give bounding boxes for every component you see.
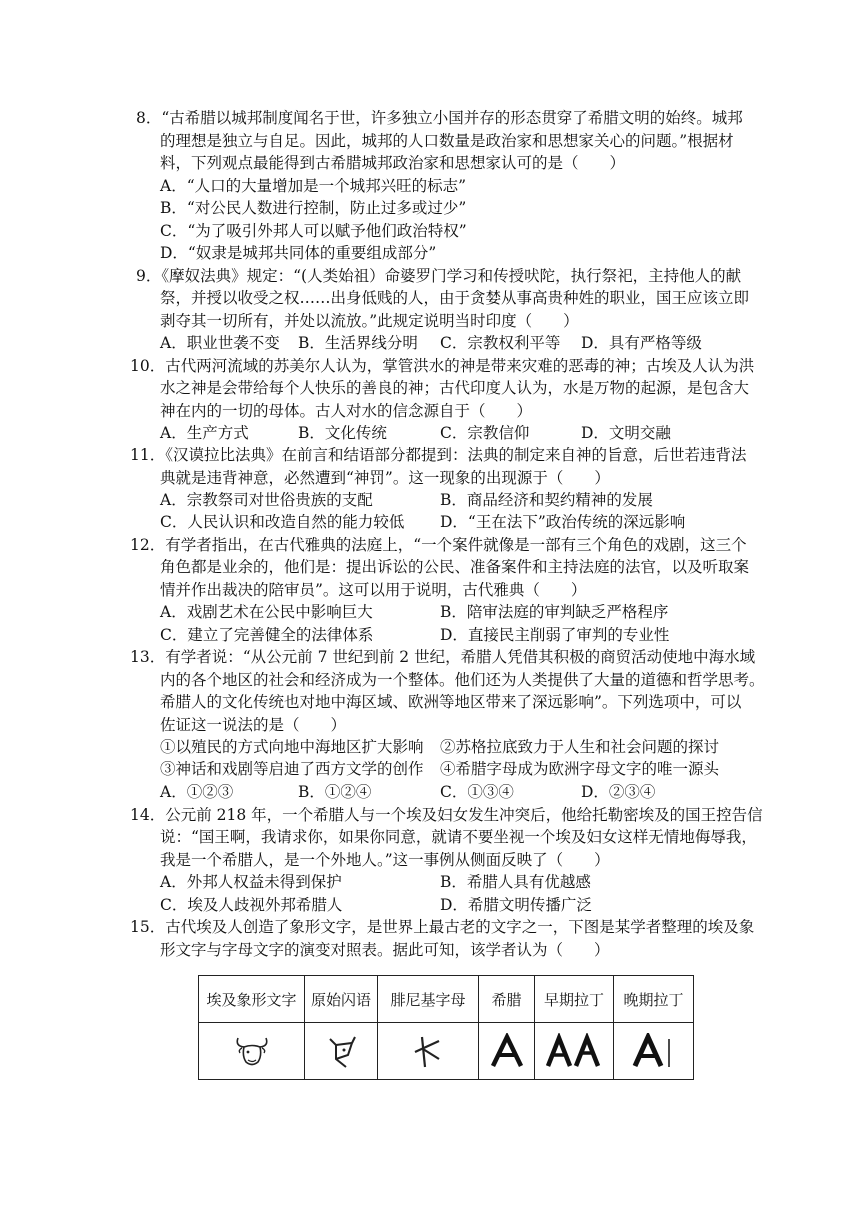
q12-line-1: 12．有学者指出，在古代雅典的法庭上，“一个案件就像是一部有三个角色的戏剧，这三个 [130, 536, 747, 554]
q9-option-b: B．生活界线分明 [298, 334, 418, 352]
q11-option-c: C．人民认识和改造自然的能力较低 [160, 513, 405, 531]
q10-option-d: D．文明交融 [581, 424, 671, 442]
q11-line-1: 11．《汉谟拉比法典》在前言和结语部分都提到：法典的制定来自神的旨意，后世若违背法 [130, 446, 747, 464]
q14-option-c: C．埃及人歧视外邦希腊人 [160, 896, 343, 914]
q14-line-2: 说：“国王啊，我请求你，如果你同意，就请不要坐视一个埃及妇女这样无情地侮辱我， [160, 828, 757, 846]
q9-option-d: D．具有严格等级 [581, 334, 702, 352]
q11-option-a: A．宗教祭司对世俗贵族的支配 [160, 491, 373, 509]
q10-line-2: 水之神是会带给每个人快乐的善良的神；古代印度人认为，水是万物的起源，是包含大 [160, 379, 750, 397]
cell-early-latin-glyph [535, 1023, 614, 1080]
q10-option-a: A．生产方式 [160, 424, 249, 442]
q8-option-a: A．“人口的大量增加是一个城邦兴旺的标志” [160, 177, 467, 195]
cell-phoenician-glyph [378, 1023, 479, 1080]
q14-option-b: B．希腊人具有优越感 [440, 873, 591, 891]
q14-line-3: 我是一个希腊人，是一个外地人。”这一事例从侧面反映了（ ） [160, 851, 610, 869]
q11-option-b: B．商品经济和契约精神的发展 [440, 491, 653, 509]
q8-line-1: 8．“古希腊以城邦制度闻名于世，许多独立小国并存的形态贯穿了希腊文明的始终。城邦 [136, 109, 743, 127]
q14-line-1: 14．公元前 218 年，一个希腊人与一个埃及妇女发生冲突后，他给托勒密埃及的国王控告信 [130, 806, 763, 824]
q9-option-a: A．职业世袭不变 [160, 334, 280, 352]
q8-line-2: 的理想是独立与自足。因此，城邦的人口数量是政治家和思想家关心的问题。”根据材 [160, 132, 734, 150]
header-greek: 希腊 [479, 976, 535, 1023]
cell-proto-semitic-glyph [305, 1023, 378, 1080]
cell-late-latin-glyph [614, 1023, 694, 1080]
q13-line-3: 希腊人的文化传统也对地中海区域、欧洲等地区带来了深远影响”。下列选项中，可以 [160, 693, 742, 711]
phoenician-aleph-icon [411, 1033, 445, 1069]
q12-option-d: D．直接民主削弱了审判的专业性 [440, 626, 670, 644]
header-proto-semitic: 原始闪语 [305, 976, 378, 1023]
late-latin-a-icon [632, 1033, 676, 1069]
cell-egyptian-glyph [199, 1023, 305, 1080]
cell-greek-glyph [479, 1023, 535, 1080]
q9-line-2: 祭，并授以收受之权……出身低贱的人，由于贪婪从事高贵种姓的职业，国王应该立即 [160, 289, 750, 307]
q10-line-3: 神在内的一切的母体。古人对水的信念源自于（ ） [160, 402, 533, 420]
q8-option-b: B．“对公民人数进行控制，防止过多或过少” [160, 199, 467, 217]
q13-statement-2: ②苏格拉底致力于人生和社会问题的探讨 [440, 738, 720, 756]
table-glyph-row [199, 1023, 694, 1080]
q12-line-2: 角色都是业余的，他们是：提出诉讼的公民、准备案件和主持法庭的法官，以及听取案 [160, 558, 750, 576]
q13-line-1: 13．有学者说：“从公元前 7 世纪到前 2 世纪，希腊人凭借其积极的商贸活动使地中海水域 [130, 648, 756, 666]
q9-option-c: C．宗教权利平等 [440, 334, 561, 352]
q8-option-d: D．“奴隶是城邦共同体的重要组成部分” [160, 244, 437, 262]
q14-option-d: D．希腊文明传播广泛 [440, 896, 592, 914]
q8-line-3: 料，下列观点最能得到古希腊城邦政治家和思想家认可的是（ ） [160, 154, 626, 172]
q12-option-a: A．戏剧艺术在公民中影响巨大 [160, 603, 373, 621]
header-late-latin: 晚期拉丁 [614, 976, 694, 1023]
q10-option-c: C．宗教信仰 [440, 424, 530, 442]
header-egyptian-hieroglyph: 埃及象形文字 [199, 976, 305, 1023]
script-evolution-table [198, 975, 694, 1080]
proto-sinaitic-ox-icon [324, 1033, 358, 1069]
q13-option-c: C．①③④ [440, 783, 514, 801]
q13-line-2: 内的各个地区的社会和经济成为一个整体。他们还为人类提供了大量的道德和哲学思考。 [160, 671, 765, 689]
q12-option-c: C．建立了完善健全的法律体系 [160, 626, 374, 644]
q15-line-2: 形文字与字母文字的演变对照表。据此可知，该学者认为（ ） [160, 941, 610, 959]
q13-option-a: A．①②③ [160, 783, 234, 801]
q10-option-b: B．文化传统 [298, 424, 387, 442]
q9-line-3: 剥夺其一切所有，并处以流放。”此规定说明当时印度（ ） [160, 312, 579, 330]
q15-line-1: 15．古代埃及人创造了象形文字，是世界上最古老的文字之一，下图是某学者整理的埃及象 [130, 918, 755, 936]
table-header-row [199, 976, 694, 1023]
q12-option-b: B．陪审法庭的审判缺乏严格程序 [440, 603, 669, 621]
q12-line-3: 情并作出裁决的陪审员”。这可以用于说明，古代雅典（ ） [160, 581, 587, 599]
header-phoenician: 腓尼基字母 [378, 976, 479, 1023]
q14-option-a: A．外邦人权益未得到保护 [160, 873, 342, 891]
q13-statement-3: ③神话和戏剧等启迪了西方文学的创作 [160, 760, 424, 778]
q11-option-d: D．“王在法下”政治传统的深远影响 [440, 513, 686, 531]
header-early-latin: 早期拉丁 [535, 976, 614, 1023]
q13-line-4: 佐证这一说法的是（ ） [160, 716, 347, 734]
early-latin-a-icon [546, 1033, 602, 1069]
q13-statement-4: ④希腊字母成为欧洲字母文字的唯一源头 [440, 760, 720, 778]
ox-head-hieroglyph-icon [232, 1032, 272, 1070]
greek-alpha-icon [490, 1033, 524, 1069]
q9-line-1: 9．《摩奴法典》规定：“(人类始祖）命婆罗门学习和传授吠陀，执行祭祀，主持他人的献 [136, 267, 742, 285]
q13-option-d: D．②③④ [581, 783, 656, 801]
q13-statement-1: ①以殖民的方式向地中海地区扩大影响 [160, 738, 424, 756]
q13-option-b: B．①②④ [298, 783, 372, 801]
q10-line-1: 10．古代两河流域的苏美尔人认为，掌管洪水的神是带来灾难的恶毒的神；古埃及人认为洪 [130, 357, 755, 375]
q8-option-c: C．“为了吸引外邦人可以赋予他们政治特权” [160, 222, 467, 240]
q11-line-2: 典就是违背神意，必然遭到“神罚”。这一现象的出现源于（ ） [160, 469, 610, 487]
